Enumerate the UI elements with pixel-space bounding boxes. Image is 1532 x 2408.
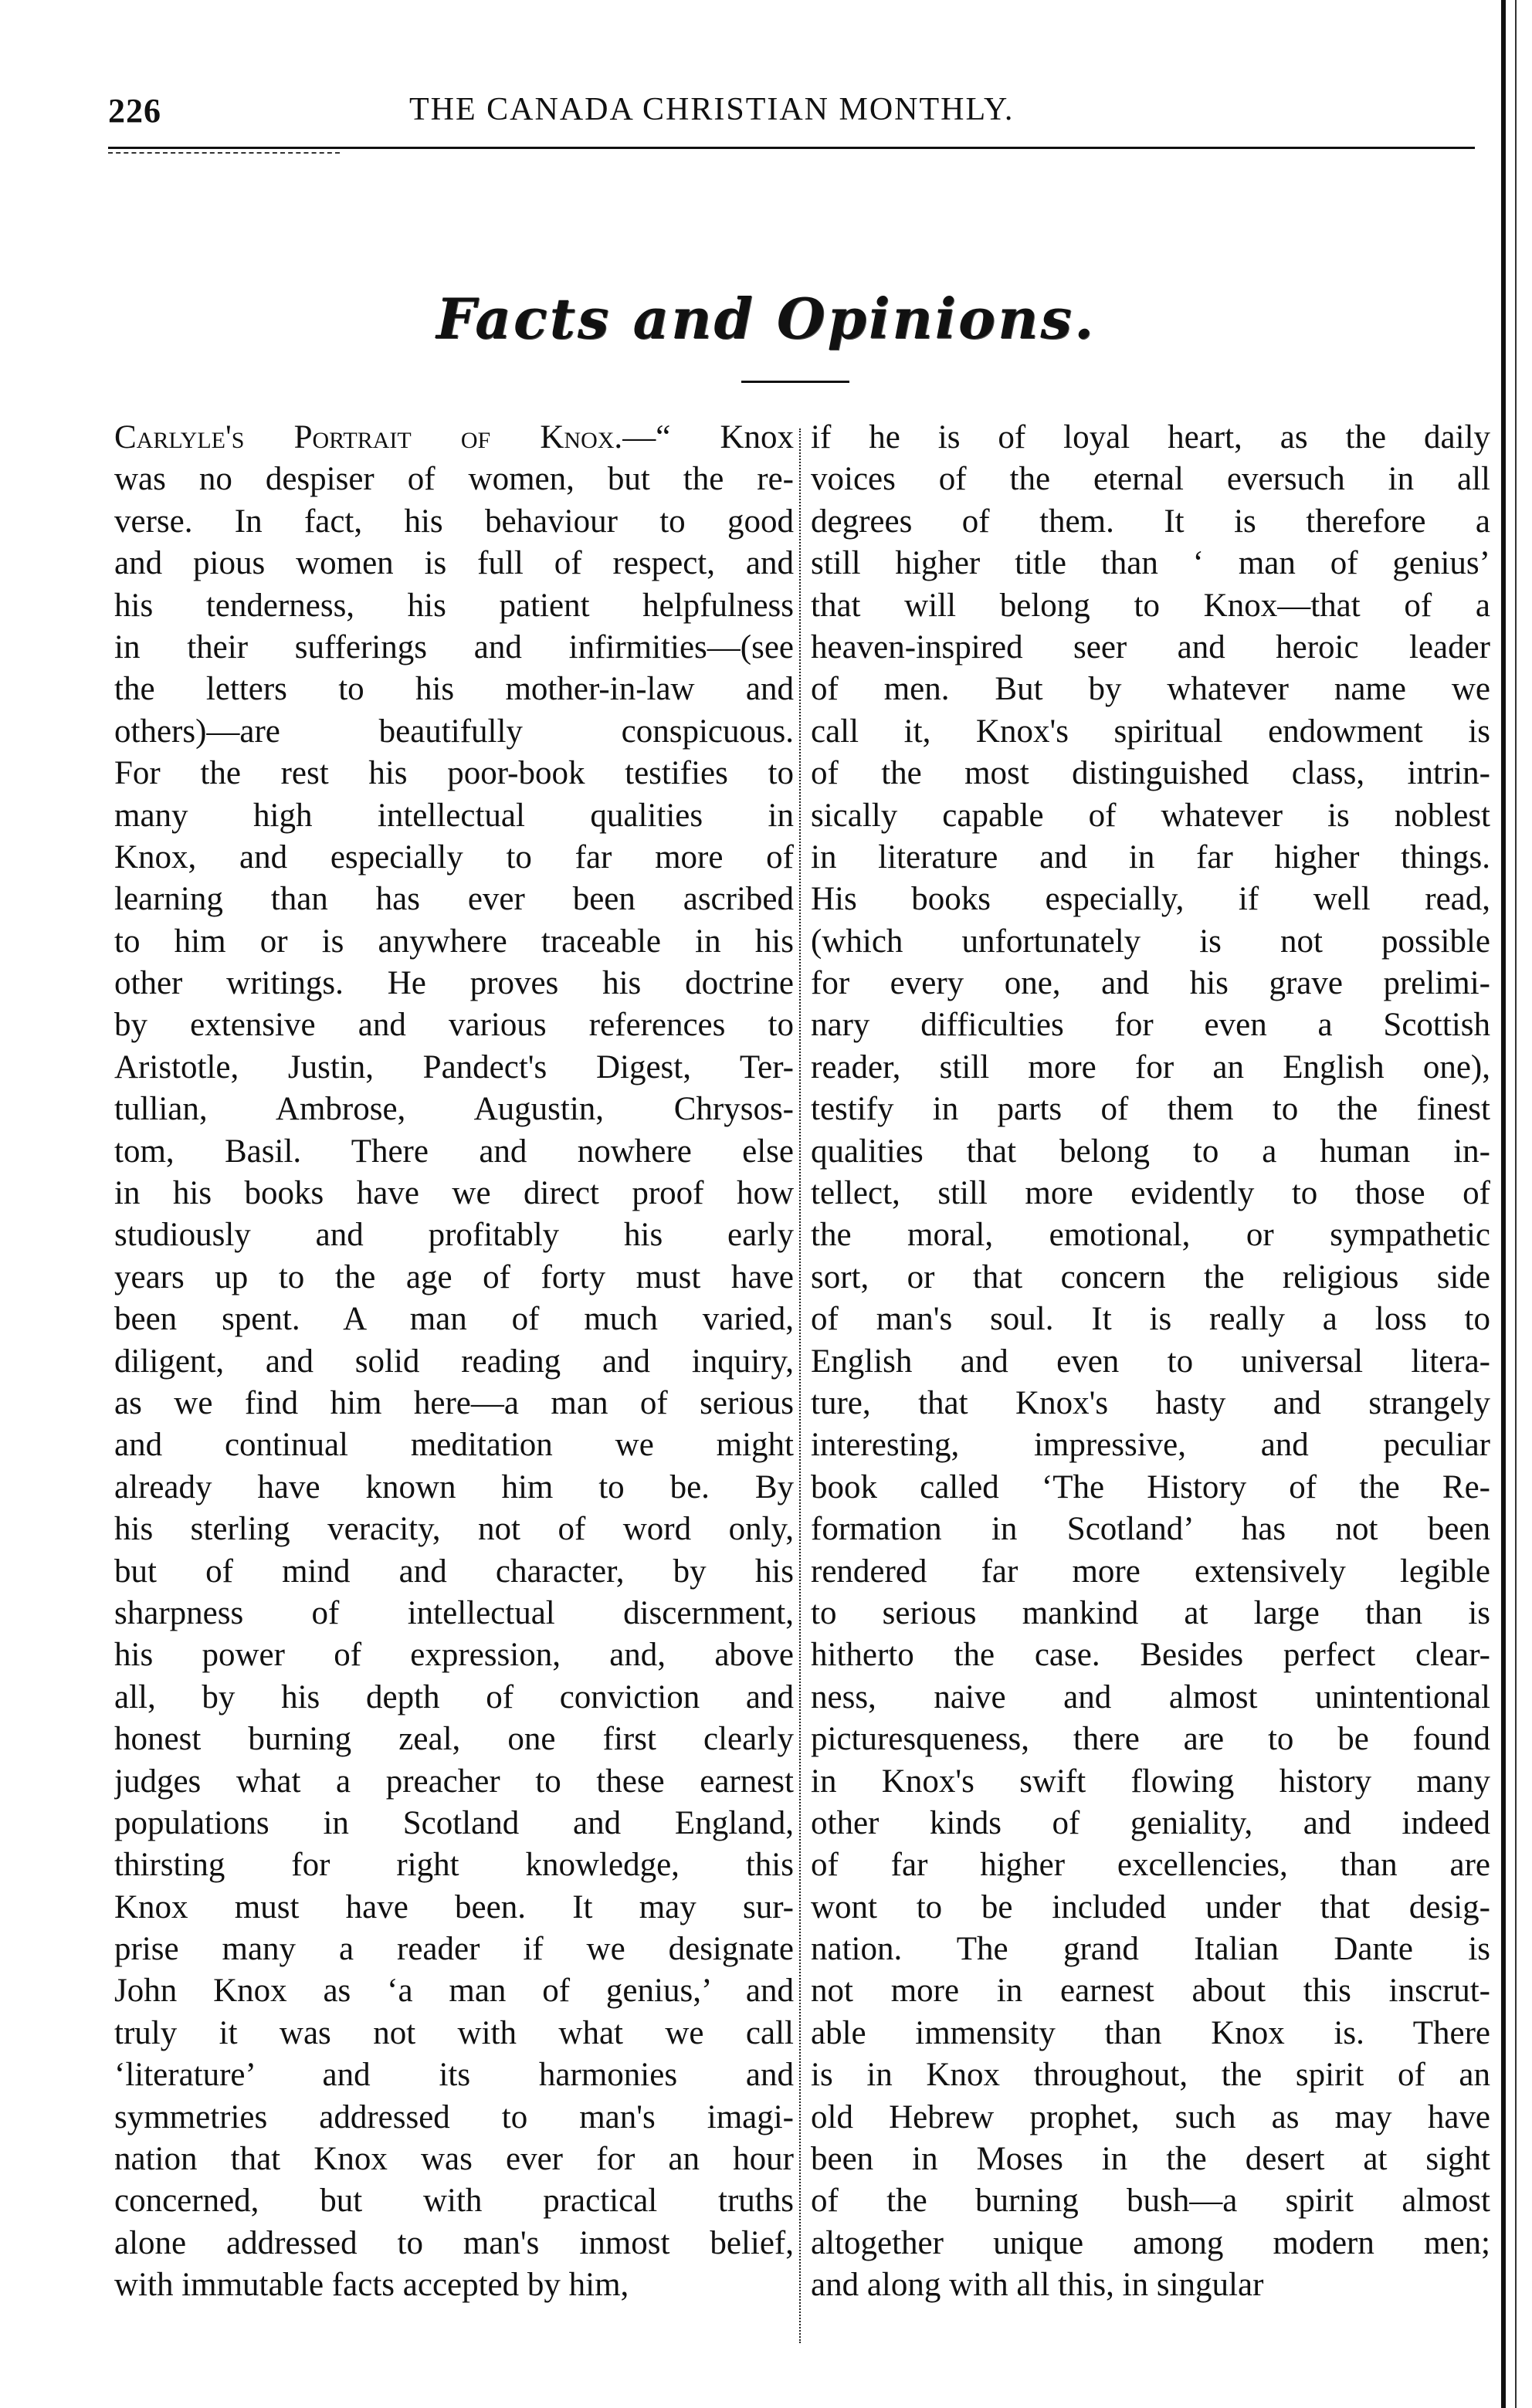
text-line: English and even to universal litera-: [811, 1343, 1490, 1380]
text-line: honest burning zeal, one first clearly: [114, 1721, 794, 1758]
text-line: altogether unique among modern men;: [811, 2224, 1490, 2261]
text-line: and continual meditation we might: [114, 1427, 794, 1464]
page-edge-rule: [1501, 0, 1506, 2408]
text-line: For the rest his poor-book testifies to: [114, 755, 794, 792]
running-title: THE CANADA CHRISTIAN MONTHLY.: [409, 92, 1015, 127]
text-line: ture, that Knox's hasty and strangely: [811, 1384, 1490, 1421]
text-line: picturesqueness, there are to be found: [811, 1721, 1490, 1758]
text-line: of men. But by whatever name we: [811, 671, 1490, 708]
text-line: other kinds of geniality, and indeed: [811, 1804, 1490, 1841]
text-line: heaven-inspired seer and heroic leader: [811, 628, 1490, 666]
left-column-lines: [114, 459, 794, 2306]
text-line: of man's soul. It is really a loss to: [811, 1301, 1490, 1338]
text-line: John Knox as ‘a man of genius,’ and: [114, 1973, 794, 2010]
text-line: old Hebrew prophet, such as may have: [811, 2098, 1490, 2135]
text-line: his sterling veracity, not of word only,: [114, 1511, 794, 1548]
article-first-line: [114, 417, 794, 459]
text-line: thirsting for right knowledge, this: [114, 1847, 794, 1884]
text-line: to him or is anywhere traceable in his: [114, 923, 794, 960]
text-line: in their sufferings and infirmities—(see: [114, 628, 794, 666]
header-rule: [108, 147, 1475, 149]
text-line: not more in earnest about this inscrut-: [811, 1973, 1490, 2010]
text-line: to serious mankind at large than is: [811, 1594, 1490, 1631]
text-line: His books especially, if well read,: [811, 881, 1490, 918]
text-line: formation in Scotland’ has not been: [811, 1511, 1490, 1548]
text-line: is in Knox throughout, the spirit of an: [811, 2057, 1490, 2094]
text-line: years up to the age of forty must have: [114, 1258, 794, 1295]
text-line: been spent. A man of much varied,: [114, 1301, 794, 1338]
text-line: nary difficulties for even a Scottish: [811, 1007, 1490, 1044]
text-line: in literature and in far higher things.: [811, 838, 1490, 875]
text-line: sharpness of intellectual discernment,: [114, 1594, 794, 1631]
text-line: Knox, and especially to far more of: [114, 838, 794, 875]
text-line: reader, still more for an English one),: [811, 1048, 1490, 1085]
text-line: his power of expression, and, above: [114, 1637, 794, 1674]
page-number: 226: [108, 92, 161, 130]
text-line: the moral, emotional, or sympathetic: [811, 1217, 1490, 1254]
text-line: qualities that belong to a human in-: [811, 1133, 1490, 1170]
text-line: tullian, Ambrose, Augustin, Chrysos-: [114, 1091, 794, 1128]
text-line: prise many a reader if we designate: [114, 1931, 794, 1968]
text-line: other writings. He proves his doctrine: [114, 965, 794, 1002]
right-column: [811, 417, 1490, 2307]
text-line: rendered far more extensively legible: [811, 1553, 1490, 1590]
text-line: if he is of loyal heart, as the daily: [811, 419, 1490, 456]
text-line: (which unfortunately is not possible: [811, 923, 1490, 960]
text-line: the letters to his mother-in-law and: [114, 671, 794, 708]
text-line: judges what a preacher to these earnest: [114, 1763, 794, 1800]
text-line: others)—are beautifully conspicuous.: [114, 713, 794, 750]
text-line: diligent, and solid reading and inquiry,: [114, 1343, 794, 1380]
text-line: Aristotle, Justin, Pandect's Digest, Ter-: [114, 1048, 794, 1085]
text-line: for every one, and his grave prelimi-: [811, 965, 1490, 1002]
text-line: been in Moses in the desert at sight: [811, 2141, 1490, 2178]
heading-rule: [741, 381, 849, 383]
text-line: hitherto the case. Besides perfect clear-: [811, 1637, 1490, 1674]
text-line: by extensive and various references to: [114, 1007, 794, 1044]
text-line: still higher title than ‘ man of genius’: [811, 545, 1490, 582]
text-line: alone addressed to man's inmost belief,: [114, 2224, 794, 2261]
text-line: his tenderness, his patient helpfulness: [114, 587, 794, 624]
text-line: and along with all this, in singular: [811, 2267, 1264, 2304]
text-line: as we find him here—a man of serious: [114, 1384, 794, 1421]
page-edge-rule-thin: [1515, 0, 1517, 2408]
header-rule-dash: [108, 152, 340, 154]
text-line: but of mind and character, by his: [114, 1553, 794, 1590]
text-line: able immensity than Knox is. There: [811, 2014, 1490, 2051]
text-line: in his books have we direct proof how: [114, 1175, 794, 1212]
text-line: sically capable of whatever is noblest: [811, 797, 1490, 834]
text-line: populations in Scotland and England,: [114, 1804, 794, 1841]
section-heading: Facts and Opinions.: [436, 286, 1096, 351]
text-line: concerned, but with practical truths: [114, 2183, 794, 2220]
text-line: of the most distinguished class, intrin-: [811, 755, 1490, 792]
text-line: already have known him to be. By: [114, 1468, 794, 1505]
text-line: nation that Knox was ever for an hour: [114, 2141, 794, 2178]
text-line: symmetries addressed to man's imagi-: [114, 2098, 794, 2135]
text-line: verse. In fact, his behaviour to good: [114, 503, 794, 540]
text-line: many high intellectual qualities in: [114, 797, 794, 834]
text-line: that will belong to Knox—that of a: [811, 587, 1490, 624]
text-line: and pious women is full of respect, and: [114, 545, 794, 582]
text-line: wont to be included under that desig-: [811, 1888, 1490, 1925]
text-line: tellect, still more evidently to those of: [811, 1175, 1490, 1212]
text-line: ness, naive and almost unintentional: [811, 1678, 1490, 1715]
column-divider: [799, 428, 801, 2343]
text-line: was no despiser of women, but the re-: [114, 461, 794, 498]
text-line: in Knox's swift flowing history many: [811, 1763, 1490, 1800]
text-line: with immutable facts accepted by him,: [114, 2267, 629, 2304]
text-line: book called ‘The History of the Re-: [811, 1468, 1490, 1505]
text-line: learning than has ever been ascribed: [114, 881, 794, 918]
text-line: sort, or that concern the religious side: [811, 1258, 1490, 1295]
text-line: Knox must have been. It may sur-: [114, 1888, 794, 1925]
text-line: of far higher excellencies, than are: [811, 1847, 1490, 1884]
text-line: truly it was not with what we call: [114, 2014, 794, 2051]
article-lead-title: Carlyle's Portrait of Knox.: [114, 419, 623, 456]
text-line: tom, Basil. There and nowhere else: [114, 1133, 794, 1170]
text-line: all, by his depth of conviction and: [114, 1678, 794, 1715]
text-line: studiously and profitably his early: [114, 1217, 794, 1254]
text-line: testify in parts of them to the finest: [811, 1091, 1490, 1128]
text-line: ‘literature’ and its harmonies and: [114, 2057, 794, 2094]
text-line: degrees of them. It is therefore a: [811, 503, 1490, 540]
text-line: call it, Knox's spiritual endowment is: [811, 713, 1490, 750]
text-line: voices of the eternal eversuch in all: [811, 461, 1490, 498]
article-first-line-rest: —“ Knox: [622, 419, 794, 456]
text-line: interesting, impressive, and peculiar: [811, 1427, 1490, 1464]
left-column: [114, 417, 794, 2307]
right-column-lines: [811, 417, 1490, 2307]
text-line: nation. The grand Italian Dante is: [811, 1931, 1490, 1968]
text-line: of the burning bush—a spirit almost: [811, 2183, 1490, 2220]
